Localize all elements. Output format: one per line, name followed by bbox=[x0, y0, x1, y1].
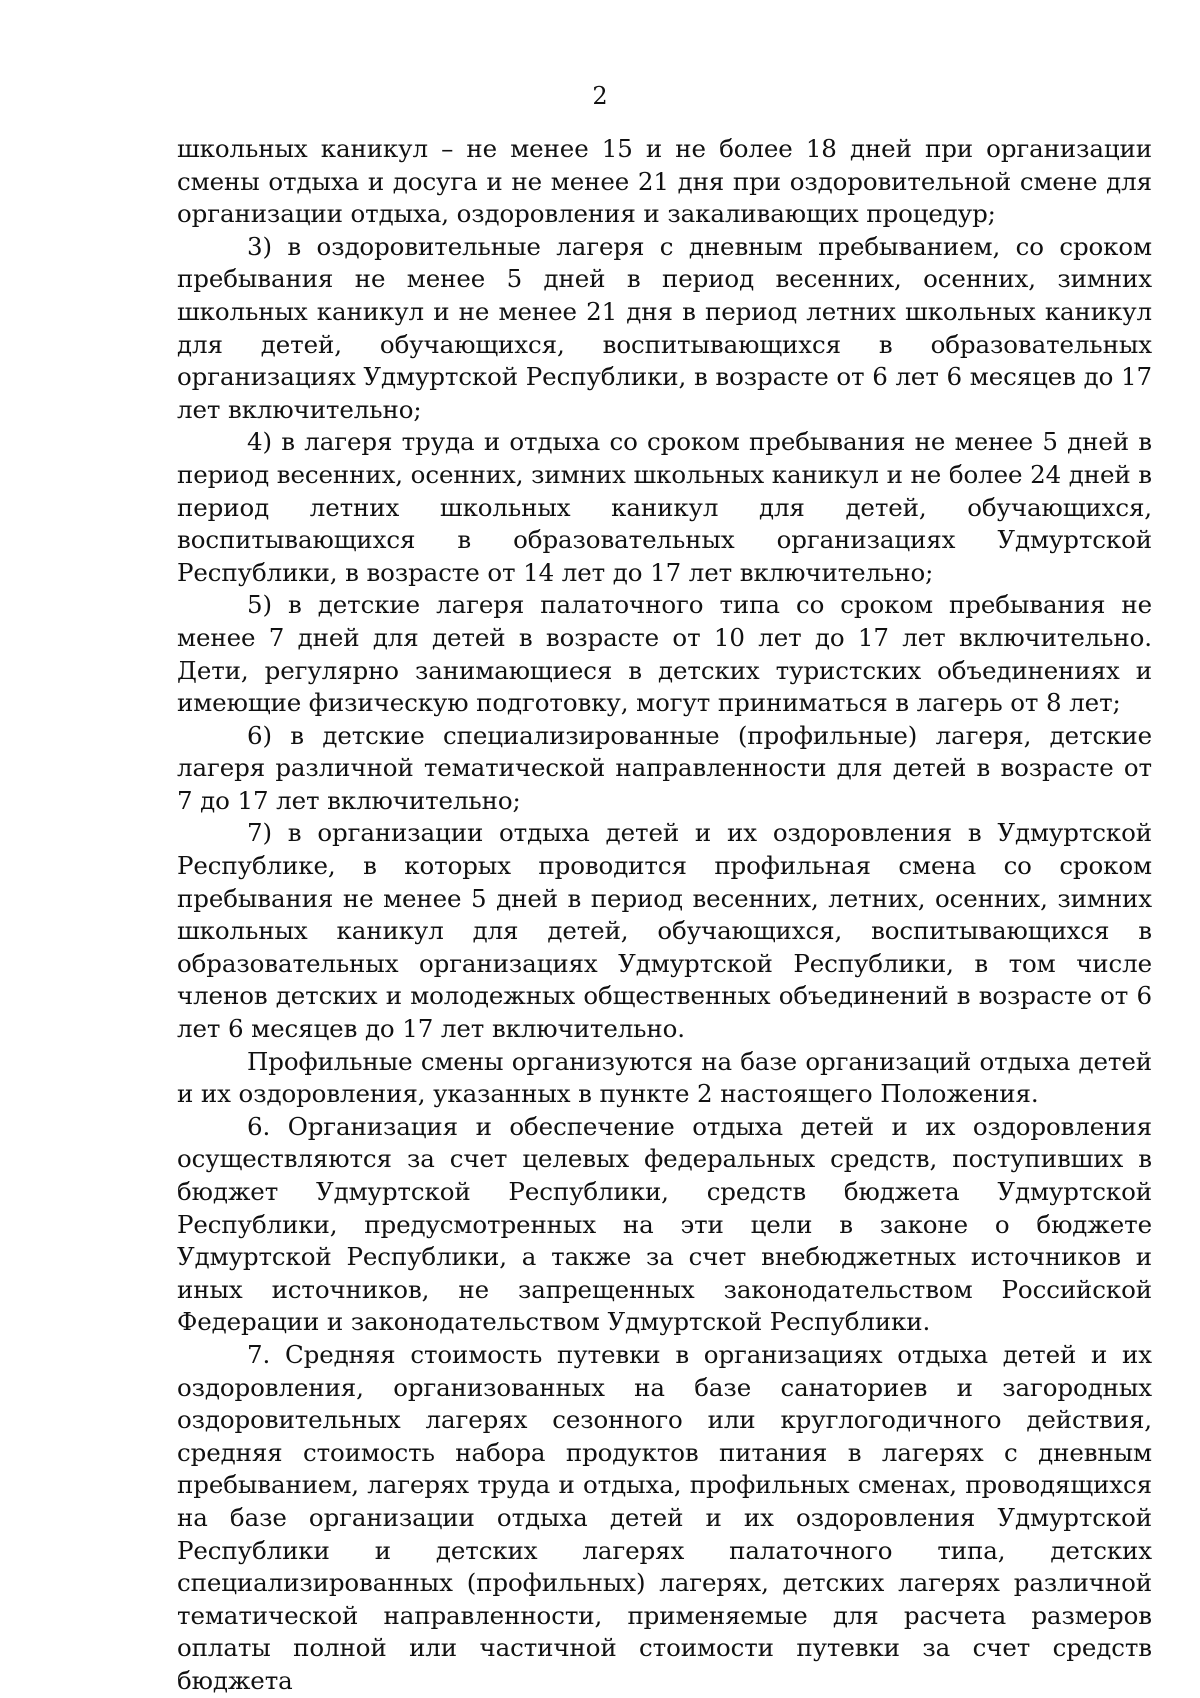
document-body bbox=[177, 133, 1152, 1698]
paragraph-profile-shifts: Профильные смены организуются на базе организаций отдыха детей и их оздоровления, указанных в пункте 2 настоящего Положения. bbox=[177, 1046, 1152, 1109]
paragraph-section-7: 7. Средняя стоимость путевки в организациях отдыха детей и их оздоровления, организованных на базе санаториев и загородных оздоровительных лагерях сезонного или круглогодичного действия, средняя стоимость набора продуктов питания в лагерях с дневным пребыванием, лагерях труда и отдыха, профильных сменах, проводящихся на базе организации отдыха детей и их оздоровления Удмуртской Республики и детских лагерях палаточного типа, детских специализированных (профильных) лагерях, детских лагерях различной тематической направленности, применяемые для расчета размеров оплаты полной или частичной стоимости путевки за счет средств бюджета bbox=[177, 1339, 1152, 1695]
paragraph-item-4: 4) в лагеря труда и отдыха со сроком пребывания не менее 5 дней в период весенних, осенних, зимних школьных каникул и не более 24 дней в период летних школьных каникул для детей, обучающихся, воспитывающихся в образовательных организациях Удмуртской Республики, в возрасте от 14 лет до 17 лет включительно; bbox=[177, 427, 1152, 587]
page-number: 2 bbox=[592, 82, 608, 110]
paragraph-item-7: 7) в организации отдыха детей и их оздоровления в Удмуртской Республике, в которых проводится профильная смена со сроком пребывания не менее 5 дней в период весенних, летних, осенних, зимних школьных каникул для детей, обучающихся, воспитывающихся в образовательных организациях Удмуртской Республики, в том числе членов детских и молодежных общественных объединений в возрасте от 6 лет 6 месяцев до 17 лет включительно. bbox=[177, 818, 1152, 1044]
paragraph-item-5: 5) в детские лагеря палаточного типа со сроком пребывания не менее 7 дней для детей в возрасте от 10 лет до 17 лет включительно. Дети, регулярно занимающиеся в детских туристских объединениях и имеющие физическую подготовку, могут приниматься в лагерь от 8 лет; bbox=[177, 590, 1152, 718]
paragraph-section-6: 6. Организация и обеспечение отдыха детей и их оздоровления осуществляются за счет целевых федеральных средств, поступивших в бюджет Удмуртской Республики, средств бюджета Удмуртской Республики, предусмотренных на эти цели в законе о бюджете Удмуртской Республики, а также за счет внебюджетных источников и иных источников, не запрещенных законодательством Российской Федерации и законодательством Удмуртской Республики. bbox=[177, 1111, 1152, 1337]
paragraph-item-3: 3) в оздоровительные лагеря с дневным пребыванием, со сроком пребывания не менее 5 дней в период весенних, осенних, зимних школьных каникул и не менее 21 дня в период летних школьных каникул для детей, обучающихся, воспитывающихся в образовательных организациях Удмуртской Республики, в возрасте от 6 лет 6 месяцев до 17 лет включительно; bbox=[177, 231, 1152, 424]
paragraph-item-6: 6) в детские специализированные (профильные) лагеря, детские лагеря различной тематической направленности для детей в возрасте от 7 до 17 лет включительно; bbox=[177, 720, 1152, 815]
paragraph-continued: школьных каникул – не менее 15 и не более 18 дней при организации смены отдыха и досуга и не менее 21 дня при оздоровительной смене для организации отдыха, оздоровления и закаливающих процедур; bbox=[177, 134, 1152, 229]
